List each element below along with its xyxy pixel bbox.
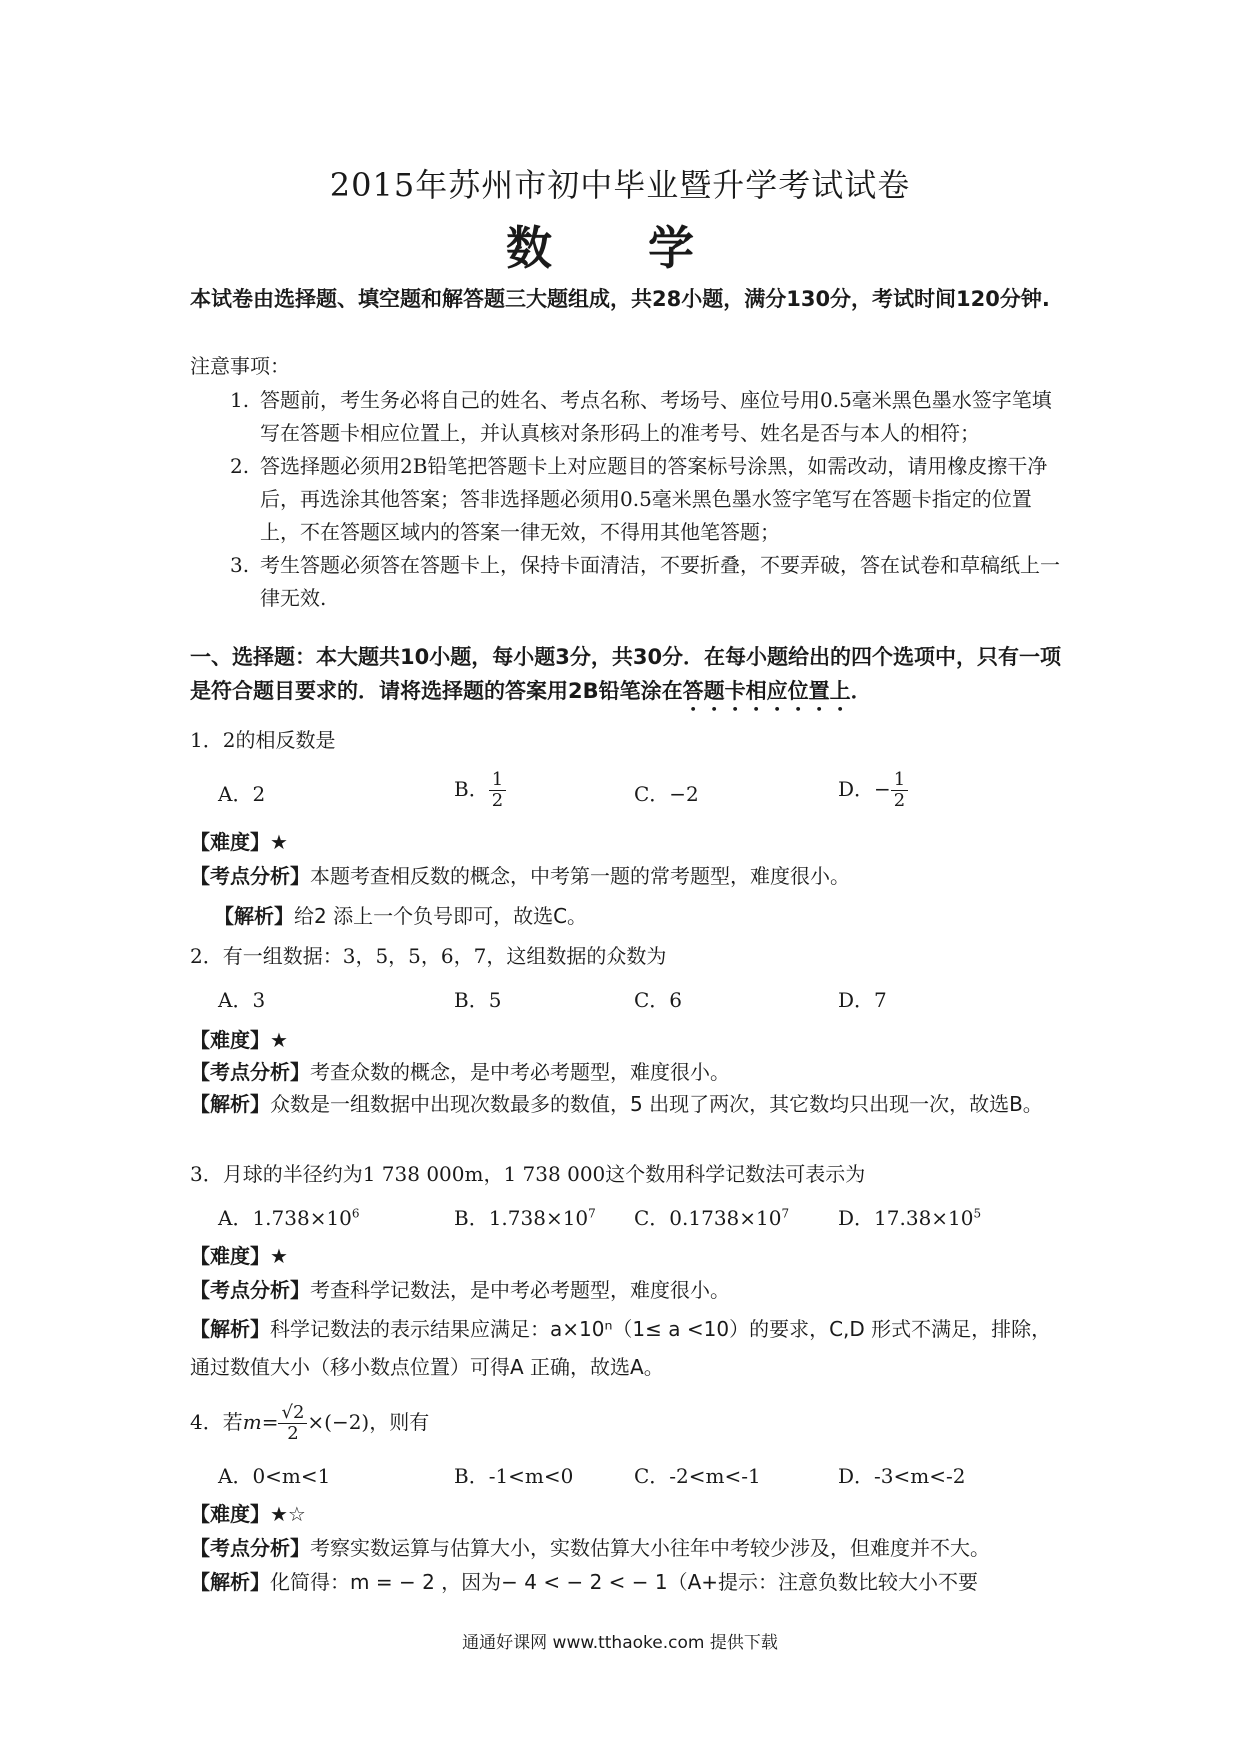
notice-number: 1. [230, 388, 250, 412]
notice-number: 3. [230, 553, 250, 577]
fraction [278, 1403, 307, 1444]
stem-prefix: 4．若 [190, 1410, 243, 1434]
section-heading [190, 640, 1070, 716]
option-a-base: A．1.738×10 [218, 1206, 352, 1230]
section-heading-emphasis: 答题卡相应位置上 [682, 679, 851, 703]
difficulty-stars: ★☆ [270, 1502, 306, 1526]
notice-text: 考生答题必须答在答题卡上，保持卡面清洁，不要折叠，不要弄破，答在试卷和草稿纸上一律无效. [260, 553, 1060, 610]
fraction [489, 770, 506, 811]
option-d [838, 1202, 981, 1231]
analysis-label: 【考点分析】 [190, 864, 310, 888]
notice-heading: 注意事项： [190, 354, 290, 378]
analysis-text: 本题考查相反数的概念，中考第一题的常考题型，难度很小。 [310, 864, 850, 888]
difficulty-stars: ★ [270, 830, 288, 854]
question-1-difficulty [190, 826, 1070, 858]
question-2-options [218, 984, 1078, 1024]
option-c: C．6 [634, 988, 683, 1012]
fraction-denominator: 2 [491, 790, 504, 811]
notice-text: 答题前，考生务必将自己的姓名、考点名称、考场号、座位号用0.5毫米黑色墨水签字笔填写在答题卡相应位置上，并认真核对条形码上的准考号、姓名是否与本人的相符； [260, 388, 1052, 445]
solution-label: 【解析】 [190, 1570, 270, 1594]
difficulty-label: 【难度】 [190, 1028, 270, 1052]
question-3-analysis [190, 1274, 1070, 1306]
stem-variable: m [242, 1410, 262, 1434]
solution-label: 【解析】 [190, 1092, 270, 1116]
fraction [891, 770, 908, 811]
option-a-exponent: 6 [351, 1206, 360, 1221]
option-c [634, 1202, 789, 1231]
analysis-label: 【考点分析】 [190, 1536, 310, 1560]
notice-list [230, 384, 1060, 615]
option-c-base: C．0.1738×10 [634, 1206, 782, 1230]
solution-text: 化简得：m = − 2 ，因为− 4 < − 2 < − 1（A+提示：注意负数比较大小不要 [270, 1570, 979, 1594]
option-b [454, 1202, 596, 1231]
question-4-options [218, 1460, 1078, 1500]
option-d-prefix: D．− [838, 777, 891, 801]
difficulty-label: 【难度】 [190, 1244, 270, 1268]
fraction-numerator: 1 [891, 770, 908, 791]
question-4-analysis [190, 1532, 1070, 1564]
notice-item [230, 450, 1060, 549]
notice-text: 答选择题必须用2B铅笔把答题卡上对应题目的答案标号涂黑，如需改动，请用橡皮擦干净后，再选涂其他答案；答非选择题必须用0.5毫米黑色墨水签字笔写在答题卡指定的位置上，不在答题区域内的答案一律无效，不得用其他笔答题； [260, 454, 1048, 544]
question-3-solution [190, 1310, 1070, 1386]
option-a [218, 1202, 360, 1231]
analysis-text: 考查众数的概念，是中考必考题型，难度很小。 [310, 1060, 730, 1084]
stem-suffix: ×(−2)，则有 [307, 1410, 430, 1434]
option-d: D．7 [838, 988, 887, 1012]
section-heading-text: 一、选择题：本大题共10小题，每小题3分，共30分．在每小题给出的四个选项中，只有一项是符合题目要求的．请将选择题的答案用2B铅笔涂在 [190, 645, 1062, 703]
option-b: B．-1<m<0 [454, 1464, 574, 1488]
option-d-exponent: 5 [973, 1206, 982, 1221]
option-d [838, 770, 908, 811]
solution-text: 给2 添上一个负号即可，故选C。 [294, 904, 588, 928]
solution-text: 科学记数法的表示结果应满足：a×10ⁿ（1≤ a <10）的要求，C,D 形式不满足，排除，通过数值大小（移小数点位置）可得A 正确，故选A。 [190, 1317, 1052, 1379]
analysis-text: 考察实数运算与估算大小，实数估算大小往年中考较少涉及，但难度并不大。 [310, 1536, 990, 1560]
subject-title: 数 学 [505, 221, 734, 275]
fraction-denominator: 2 [893, 790, 906, 811]
option-b-prefix: B． [454, 777, 489, 801]
question-3-difficulty [190, 1240, 1070, 1272]
notice-item [230, 384, 1060, 450]
option-a: A．3 [218, 988, 266, 1012]
fraction-numerator: 1 [489, 770, 506, 791]
difficulty-stars: ★ [270, 1244, 288, 1268]
question-1-solution [214, 900, 1094, 932]
question-1-stem: 1．2的相反数是 [190, 728, 336, 752]
difficulty-label: 【难度】 [190, 1502, 270, 1526]
difficulty-stars: ★ [270, 1028, 288, 1052]
notice-item [230, 549, 1060, 615]
option-b-exponent: 7 [588, 1206, 596, 1221]
stem-equals: = [261, 1410, 279, 1434]
option-a: A．0<m<1 [218, 1464, 331, 1488]
analysis-label: 【考点分析】 [190, 1278, 310, 1302]
question-4-solution [190, 1566, 1070, 1598]
exam-intro: 本试卷由选择题、填空题和解答题三大题组成，共28小题，满分130分，考试时间120分钟. [190, 287, 1050, 311]
question-3-stem: 3．月球的半径约为1 738 000m，1 738 000这个数用科学记数法可表示为 [190, 1162, 866, 1186]
difficulty-label: 【难度】 [190, 830, 270, 854]
question-4-difficulty [190, 1498, 1070, 1530]
question-1-options [218, 770, 1078, 810]
option-c-exponent: 7 [781, 1206, 790, 1221]
question-1-analysis [190, 860, 1070, 892]
option-b-base: B．1.738×10 [454, 1206, 589, 1230]
question-2-difficulty [190, 1024, 1070, 1056]
page-footer: 通通好课网 www.tthaoke.com 提供下载 [462, 1633, 778, 1653]
question-4-stem [190, 1392, 1070, 1452]
option-d-base: D．17.38×10 [838, 1206, 974, 1230]
question-3-options [218, 1202, 1078, 1242]
option-b [454, 770, 506, 811]
option-b: B．5 [454, 988, 502, 1012]
question-2-analysis [190, 1056, 1070, 1088]
solution-label: 【解析】 [190, 1317, 270, 1341]
solution-text: 众数是一组数据中出现次数最多的数值，5 出现了两次，其它数均只出现一次，故选B。 [270, 1092, 1043, 1116]
solution-label: 【解析】 [214, 904, 294, 928]
notice-number: 2. [230, 454, 250, 478]
section-heading-end: ． [850, 679, 872, 703]
analysis-label: 【考点分析】 [190, 1060, 310, 1084]
option-c: C．−2 [634, 782, 699, 806]
option-a: A．2 [218, 782, 266, 806]
fraction-numerator: √2 [278, 1403, 307, 1424]
question-2-solution [190, 1088, 1070, 1120]
exam-title: 2015年苏州市初中毕业暨升学考试试卷 [329, 166, 911, 204]
option-d: D．-3<m<-2 [838, 1464, 966, 1488]
option-c: C．-2<m<-1 [634, 1464, 761, 1488]
question-2-stem: 2．有一组数据：3，5，5，6，7，这组数据的众数为 [190, 944, 667, 968]
fraction-denominator: 2 [287, 1423, 299, 1444]
analysis-text: 考查科学记数法，是中考必考题型，难度很小。 [310, 1278, 730, 1302]
